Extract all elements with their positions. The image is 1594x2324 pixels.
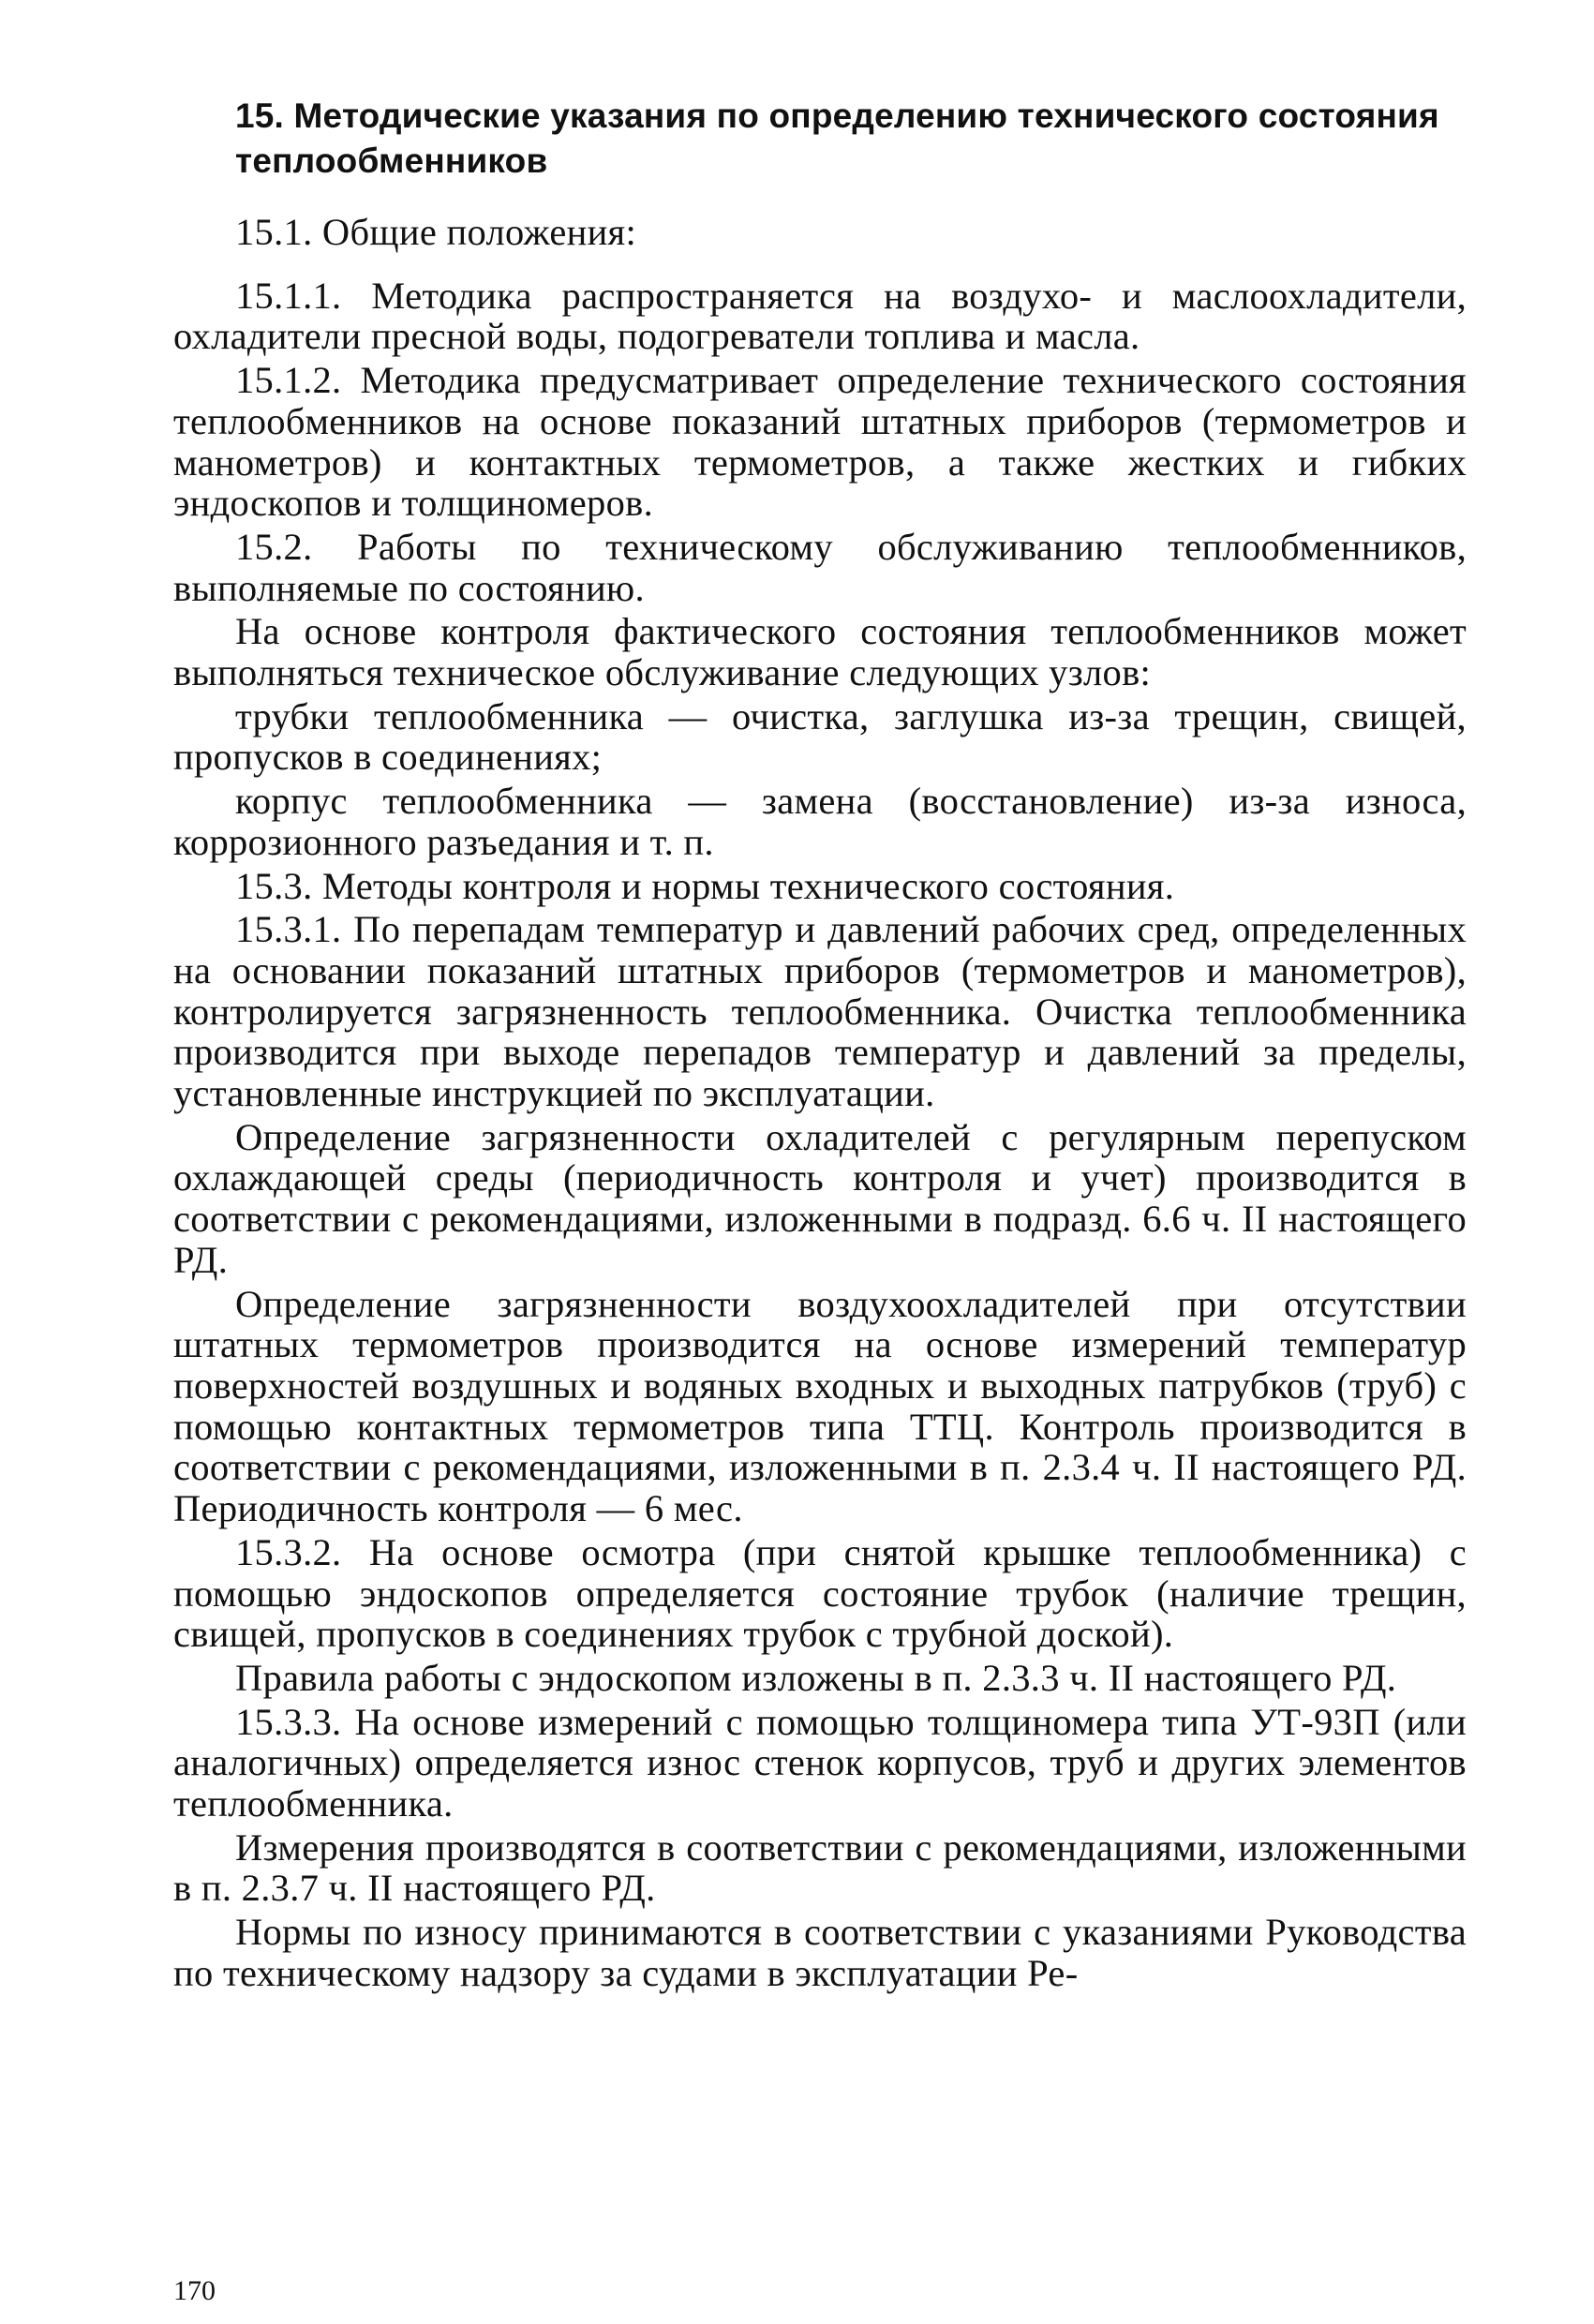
subsection-title-general: 15.1. Общие положения: — [235, 211, 637, 253]
document-page — [173, 94, 1467, 1997]
paragraph-wear-norms: Нормы по износу принимаются в соответствии с указаниями Руководства по техническому надзору за судами в эксплуатации Ре- — [173, 1911, 1467, 1994]
paragraph-thickness-gauge: 15.3.3. На основе измерений с помощью толщиномера типа УТ-93П (или аналогичных) определяется износ стенок корпусов, труб и других элементов теплообменника. — [173, 1700, 1467, 1825]
section-heading: 15. Методические указания по определению технического состояния теплообменников — [235, 97, 1439, 180]
paragraph-scope: 15.1.1. Методика распространяется на воздухо- и маслоохладители, охладители пресной воды, подогреватели топлива и масла. — [173, 274, 1467, 358]
paragraph-pressure-temperature: 15.3.1. По перепадам температур и давлений рабочих сред, определенных на основании показаний штатных приборов (термометров и манометров), контролируется загрязненность теплообменника. Очистка теплообменника производится при выходе перепадов температур и давлений за пределы, установленные инструкцией по эксплуатации. — [173, 908, 1467, 1115]
paragraph-endoscope-rules: Правила работы с эндоскопом изложены в п. 2.3.3 ч. II настоящего РД. — [235, 1656, 1397, 1699]
paragraph-endoscope-inspection: 15.3.2. На основе осмотра (при снятой крышке теплообменника) с помощью эндоскопов определяется состояние трубок (наличие трещин, свищей, пропусков в соединениях трубок с трубной доской). — [173, 1530, 1467, 1656]
paragraph-measurements: Измерения производятся в соответствии с рекомендациями, изложенными в п. 2.3.7 ч. II настоящего РД. — [173, 1825, 1467, 1910]
paragraph-coolers-contamination: Определение загрязненности охладителей с регулярным перепуском охлаждающей среды (периодичность контроля и учет) производится в соответствии с рекомендациями, изложенными в подразд. 6.6 ч. II настоящего РД. — [173, 1115, 1467, 1281]
page-number: 170 — [173, 2275, 216, 2306]
paragraph-casing: корпус теплообменника — замена (восстановление) из-за износа, коррозионного разъедания и т. п. — [173, 780, 1467, 863]
paragraph-tubes: трубки теплообменника — очистка, заглушка из-за трещин, свищей, пропусков в соединениях; — [173, 694, 1467, 779]
paragraph-maintenance-intro: На основе контроля фактического состояния теплообменников может выполняться техническое обслуживание следующих узлов: — [173, 610, 1467, 694]
section-body — [173, 212, 1467, 1994]
paragraph-maintenance-title: 15.2. Работы по техническому обслуживанию теплообменников, выполняемые по состоянию. — [173, 525, 1467, 609]
paragraph-air-coolers-contamination: Определение загрязненности воздухоохладителей при отсутствии штатных термометров производится на основе измерений температур поверхностей воздушных и водяных входных и выходных патрубков (труб) с помощью контактных термометров типа ТТЦ. Контроль производится в соответствии с рекомендациями, изложенными в п. 2.3.4 ч. II настоящего РД. Периодичность контроля — 6 мес. — [173, 1282, 1467, 1530]
paragraph-method: 15.1.2. Методика предусматривает определение технического состояния теплообменников на основе показаний штатных приборов (термометров и манометров) и контактных термометров, а также жестких и гибких эндоскопов и толщиномеров. — [173, 359, 1467, 525]
paragraph-control-methods-title: 15.3. Методы контроля и нормы технического состояния. — [235, 864, 1175, 907]
